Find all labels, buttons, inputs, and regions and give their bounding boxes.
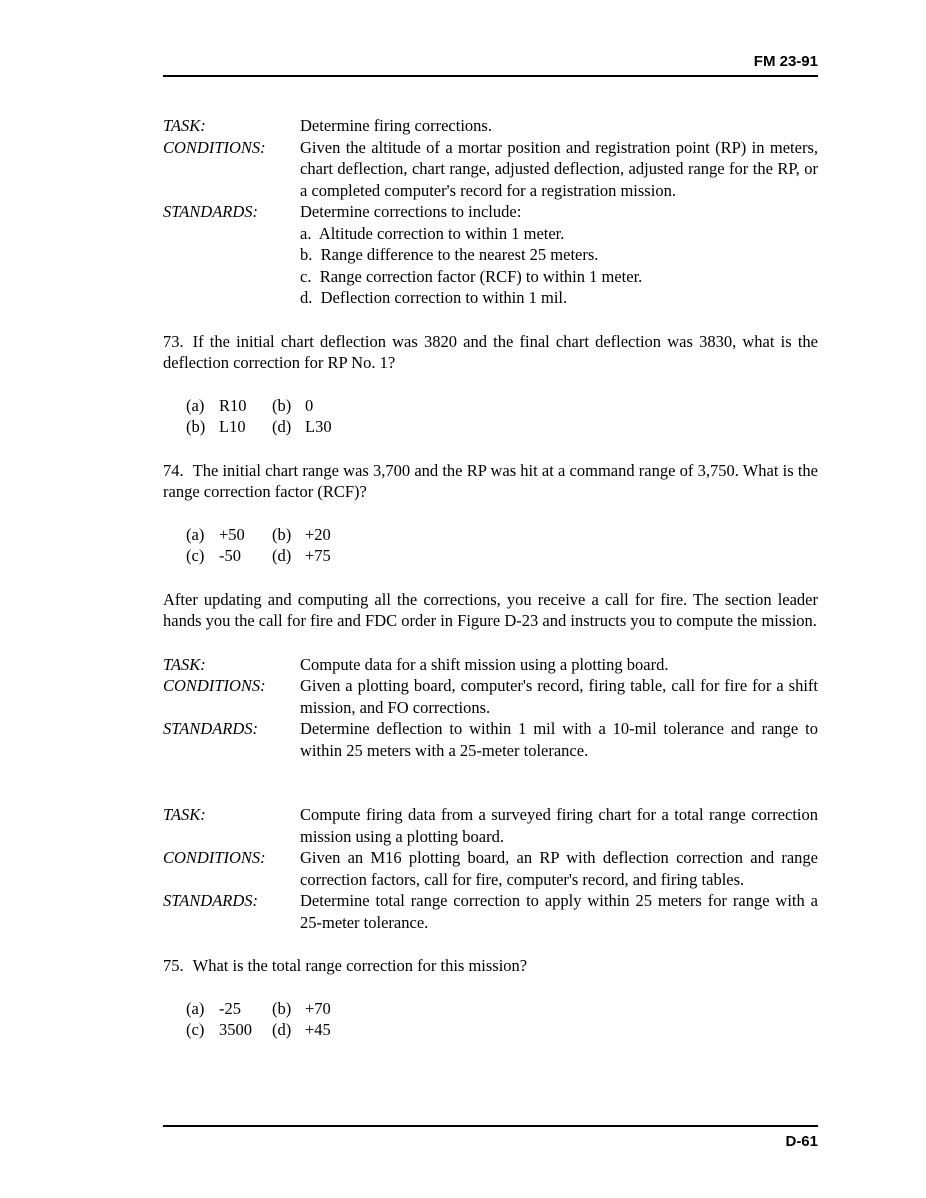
option-letter: (c) [186,1020,205,1039]
option-letter: (d) [272,417,292,436]
standards-label: STANDARDS: [163,719,259,738]
conditions-row [163,137,818,202]
option-letter: (c) [186,546,205,565]
standards-label: STANDARDS: [163,202,259,221]
option-value: +70 [305,998,331,1018]
option-b [272,524,506,546]
question-text: What is the total range correction for this mission? [192,956,528,975]
page-number: D-61 [785,1133,818,1150]
option-c [186,416,272,438]
standards-text: Determine total range correction to apply within 25 meters for range with a 25-meter tolerance. [300,891,818,932]
question-73-options [186,395,506,438]
option-letter: (b) [272,524,292,544]
question-number: 75. [163,956,184,975]
standards-row [163,890,818,933]
option-value: -50 [219,546,241,565]
conditions-text: Given the altitude of a mortar position and registration point (RP) in meters, chart deflection, chart range, adjusted deflection, adjusted range for the RP, or a completed computer's record for a registration mission. [300,137,818,200]
option-d [272,545,506,567]
doc-number: FM 23-91 [753,53,818,70]
question-74 [163,460,818,503]
option-letter: (a) [186,998,205,1018]
option-letter: (b) [272,395,292,415]
task-label: TASK: [163,654,206,674]
question-number: 74. [163,460,184,480]
option-letter: (b) [272,998,292,1018]
option-value: L30 [305,417,332,436]
option-letter: (a) [186,524,205,544]
task-block-3 [163,804,818,933]
standards-text [300,201,818,309]
task-block-2 [163,654,818,762]
standards-row [163,201,818,309]
option-value: +20 [305,524,331,544]
standards-label: STANDARDS: [163,891,259,910]
option-a [186,998,272,1020]
task-row [163,115,818,137]
conditions-label: CONDITIONS: [163,676,266,695]
page-header [163,53,818,77]
conditions-row [163,675,818,718]
conditions-row [163,847,818,890]
option-value: +75 [305,546,331,565]
option-c [186,545,272,567]
question-75-options [186,998,506,1041]
standards-text: Determine deflection to within 1 mil with a 10-mil tolerance and range to within 25 meters with a 25-meter tolerance. [300,719,818,760]
standards-item-a: a. Altitude correction to within 1 meter. [300,223,565,243]
page-body [163,115,818,1041]
option-b [272,395,506,417]
standards-item-d: d. Deflection correction to within 1 mil. [300,288,568,307]
footer-rule [163,1125,818,1127]
task-label: TASK: [163,116,206,135]
question-75 [163,955,818,977]
page-footer [163,1120,818,1153]
standards-row [163,718,818,761]
option-d [272,1019,506,1041]
task-row [163,804,818,847]
option-value: +45 [305,1020,331,1039]
page-content [163,53,818,1041]
task-label: TASK: [163,805,206,824]
option-value: R10 [219,395,247,415]
option-value: 0 [305,395,314,415]
question-text: If the initial chart deflection was 3820 and the final chart deflection was 3830, what is the deflection correction for RP No. 1? [163,331,818,372]
option-letter: (d) [272,1020,292,1039]
transition-paragraph: After updating and computing all the corrections, you receive a call for fire. The section leader hands you the call for fire and FDC order in Figure D-23 and instructs you to compute the mission. [163,589,818,630]
option-value: L10 [219,417,246,436]
conditions-text: Given a plotting board, computer's record, firing table, call for fire for a shift mission, and FO corrections. [300,676,818,717]
conditions-label: CONDITIONS: [163,137,266,157]
header-rule [163,75,818,77]
option-a [186,524,272,546]
question-text: The initial chart range was 3,700 and the RP was hit at a command range of 3,750. What is the range correction factor (RCF)? [163,460,818,501]
task-text: Determine firing corrections. [300,116,492,135]
standards-intro: Determine corrections to include: [300,202,522,221]
option-c [186,1019,272,1041]
conditions-label: CONDITIONS: [163,848,266,867]
option-b [272,998,506,1020]
option-value: +50 [219,524,245,544]
task-row [163,654,818,676]
task-text: Compute firing data from a surveyed firing chart for a total range correction mission using a plotting board. [300,805,818,846]
question-number: 73. [163,331,184,351]
option-letter: (b) [186,417,206,436]
task-text: Compute data for a shift mission using a plotting board. [300,654,669,674]
standards-item-c: c. Range correction factor (RCF) to within 1 meter. [300,266,643,286]
task-block-1 [163,115,818,309]
question-74-options [186,524,506,567]
option-value: -25 [219,998,241,1018]
option-letter: (a) [186,395,205,415]
standards-item-b: b. Range difference to the nearest 25 meters. [300,245,599,264]
option-letter: (d) [272,546,292,565]
conditions-text: Given an M16 plotting board, an RP with deflection correction and range correction factors, call for fire, computer's record, and firing tables. [300,848,818,889]
question-73 [163,331,818,374]
option-a [186,395,272,417]
option-value: 3500 [219,1020,252,1039]
option-d [272,416,506,438]
